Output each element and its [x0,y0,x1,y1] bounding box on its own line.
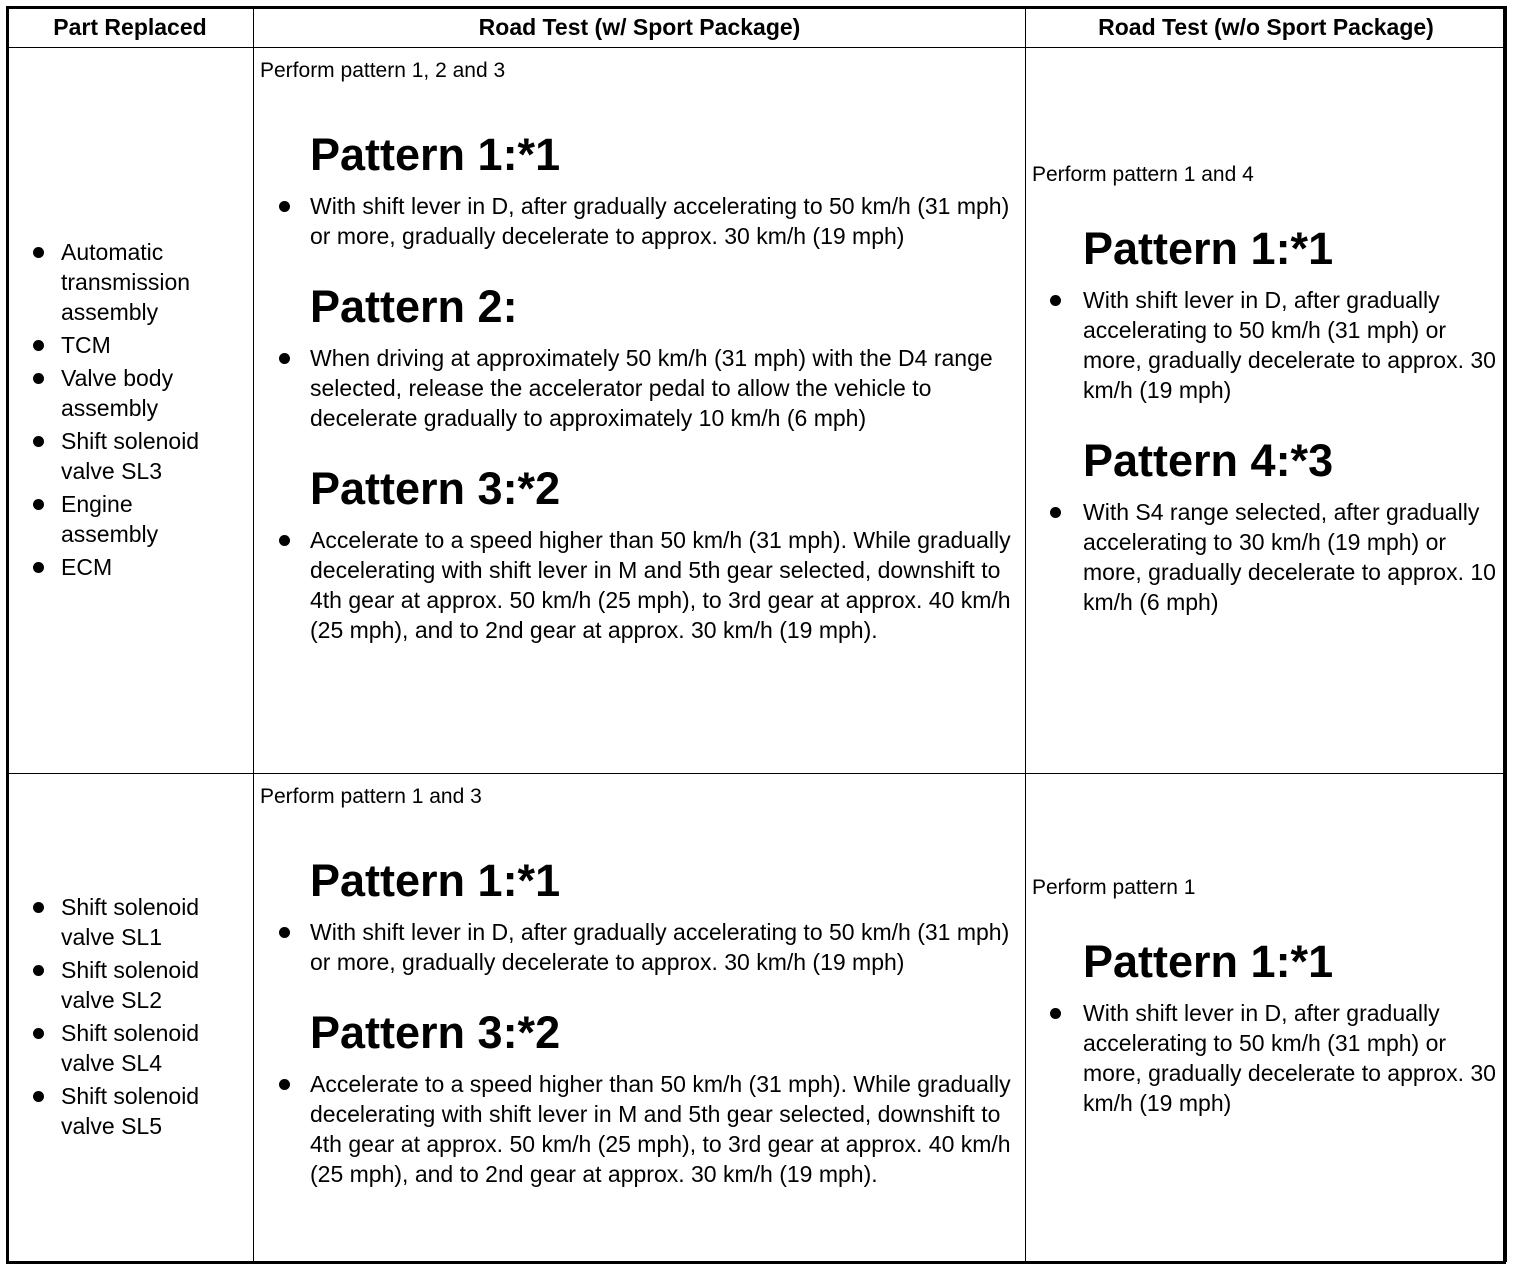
pattern-text: Accelerate to a speed higher than 50 km/h (31 mph). While gradually decelerating with shift lever in M and 5th gear selected, downshift to 4th gear at approx. 50 km/h (25 mph), to 3rd gear at approx. 40 km/h (25 mph), and to 2nd gear at approx. 30 km/h (19 mph). [254,525,1025,645]
pattern-title: Pattern 2: [310,281,518,332]
sport-intro: Perform pattern 1, 2 and 3 [260,59,506,82]
no-sport-intro: Perform pattern 1 and 4 [1032,162,1254,186]
pattern-text: With shift lever in D, after gradually accelerating to 50 km/h (31 mph) or more, gradually decelerate to approx. 30 km/h (19 mph) [254,917,1025,977]
no-sport-intro: Perform pattern 1 [1032,875,1196,899]
part-label: ECM [61,553,113,580]
pattern-title: Pattern 1:*1 [310,129,561,180]
part-label: TCM [61,331,111,358]
part-label: Shift solenoid valve SL1 [61,893,200,950]
pattern-title: Pattern 3:*2 [310,463,561,514]
part-label: Shift solenoid valve SL2 [61,956,200,1013]
sport-intro: Perform pattern 1 and 3 [260,785,482,808]
part-label: Shift solenoid valve SL3 [61,427,200,484]
part-label: Shift solenoid valve SL5 [61,1082,200,1139]
pattern-title: Pattern 4:*3 [1083,434,1334,486]
part-label: Automatic transmission assembly [61,238,191,325]
table-outer-border [6,6,1506,1264]
pattern-text: With shift lever in D, after gradually accelerating to 50 km/h (31 mph) or more, gradually decelerate to approx. 30 km/h (19 mph) [1026,998,1506,1118]
pattern-title: Pattern 3:*2 [310,1007,561,1058]
pattern-text: With shift lever in D, after gradually accelerating to 50 km/h (31 mph) or more, gradually decelerate to approx. 30 km/h (19 mph) [1026,285,1506,405]
header-part-replaced: Part Replaced [7,7,254,48]
pattern-text: When driving at approximately 50 km/h (31 mph) with the D4 range selected, release the accelerator pedal to allow the vehicle to decelerate gradually to approximately 10 km/h (6 mph) [254,343,1025,433]
pattern-title: Pattern 1:*1 [310,855,561,906]
part-label: Shift solenoid valve SL4 [61,1019,200,1076]
pattern-text: With shift lever in D, after gradually accelerating to 50 km/h (31 mph) or more, gradually decelerate to approx. 30 km/h (19 mph) [254,191,1025,251]
pattern-title: Pattern 1:*1 [1083,935,1334,987]
part-label: Engine assembly [61,490,159,547]
pattern-title: Pattern 1:*1 [1083,222,1334,274]
part-label: Valve body assembly [61,364,174,421]
pattern-text: With S4 range selected, after gradually accelerating to 30 km/h (19 mph) or more, gradually decelerate to approx. 10 km/h (6 mph) [1026,497,1506,617]
pattern-text: Accelerate to a speed higher than 50 km/h (31 mph). While gradually decelerating with shift lever in M and 5th gear selected, downshift to 4th gear at approx. 50 km/h (25 mph), to 3rd gear at approx. 40 km/h (25 mph), and to 2nd gear at approx. 30 km/h (19 mph). [254,1069,1025,1189]
header-road-test-sport: Road Test (w/ Sport Package) [254,7,1026,48]
header-road-test-no-sport: Road Test (w/o Sport Package) [1026,7,1507,48]
